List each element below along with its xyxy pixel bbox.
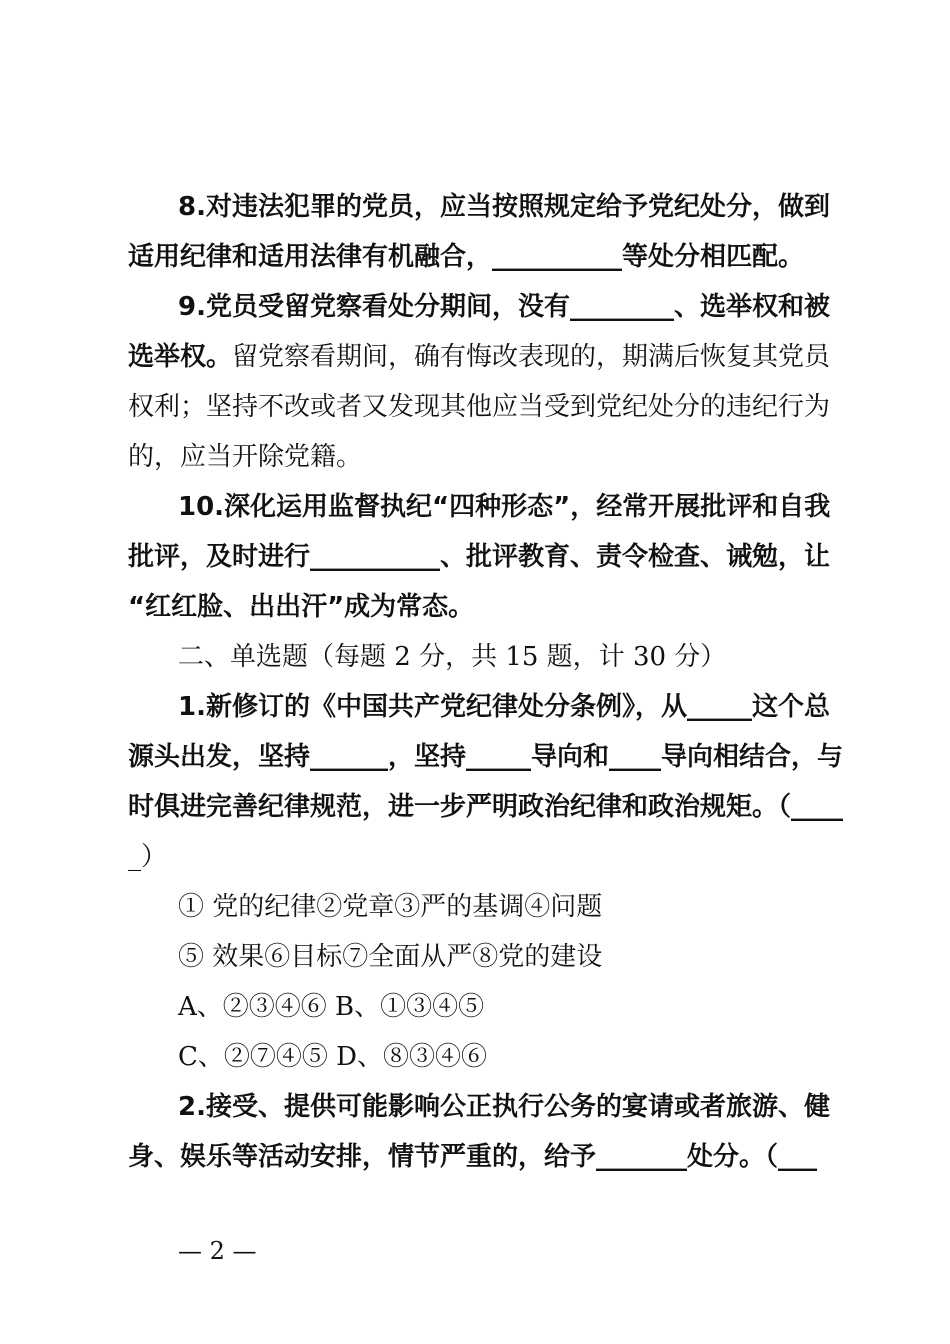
mc1-line2: 源头出发，坚持______，坚持_____导向和____导向相结合，与	[128, 742, 844, 772]
q8-line1: 8.对违法犯罪的党员，应当按照规定给予党纪处分，做到	[178, 192, 830, 222]
mc2-line1: 2.接受、提供可能影响公正执行公务的宴请或者旅游、健	[178, 1092, 830, 1122]
mc1-items-2: ⑤ 效果⑥目标⑦全面从严⑧党的建设	[178, 942, 603, 972]
q9-line1: 9.党员受留党察看处分期间，没有________、选举权和被	[178, 292, 830, 322]
q8-line2: 适用纪律和适用法律有机融合，__________等处分相匹配。	[128, 242, 805, 272]
q10-line3: “红红脸、出出汗”成为常态。	[128, 592, 475, 622]
q10-line2: 批评，及时进行__________、批评教育、责令检查、诫勉，让	[128, 542, 831, 572]
q9-line4: 的，应当开除党籍。	[128, 442, 363, 472]
mc1-options-cd: C、②⑦④⑤ D、⑧③④⑥	[178, 1042, 488, 1072]
q9-line3: 权利；坚持不改或者又发现其他应当受到党纪处分的违纪行为	[128, 392, 831, 422]
mc2-line2: 身、娱乐等活动安排，情节严重的，给予_______处分。（___	[128, 1142, 818, 1172]
q10-line1: 10.深化运用监督执纪“四种形态”，经常开展批评和自我	[178, 492, 831, 522]
q9-bold-text: 选举权。	[128, 342, 233, 372]
mc1-line4: _）	[128, 842, 168, 872]
page-number: — 2 —	[178, 1237, 257, 1265]
section-heading: 二、单选题（每题 2 分，共 15 题，计 30 分）	[178, 642, 727, 672]
mc1-line1: 1.新修订的《中国共产党纪律处分条例》，从_____这个总	[178, 692, 830, 722]
q9-normal-text: 留党察看期间，确有悔改表现的，期满后恢复其党员	[232, 342, 831, 372]
mc1-items-1: ① 党的纪律②党章③严的基调④问题	[178, 892, 603, 922]
mc1-line3: 时俱进完善纪律规范，进一步严明政治纪律和政治规矩。（____	[128, 792, 844, 822]
q9-line2	[128, 340, 830, 374]
mc1-options-ab: A、②③④⑥ B、①③④⑤	[178, 992, 485, 1022]
